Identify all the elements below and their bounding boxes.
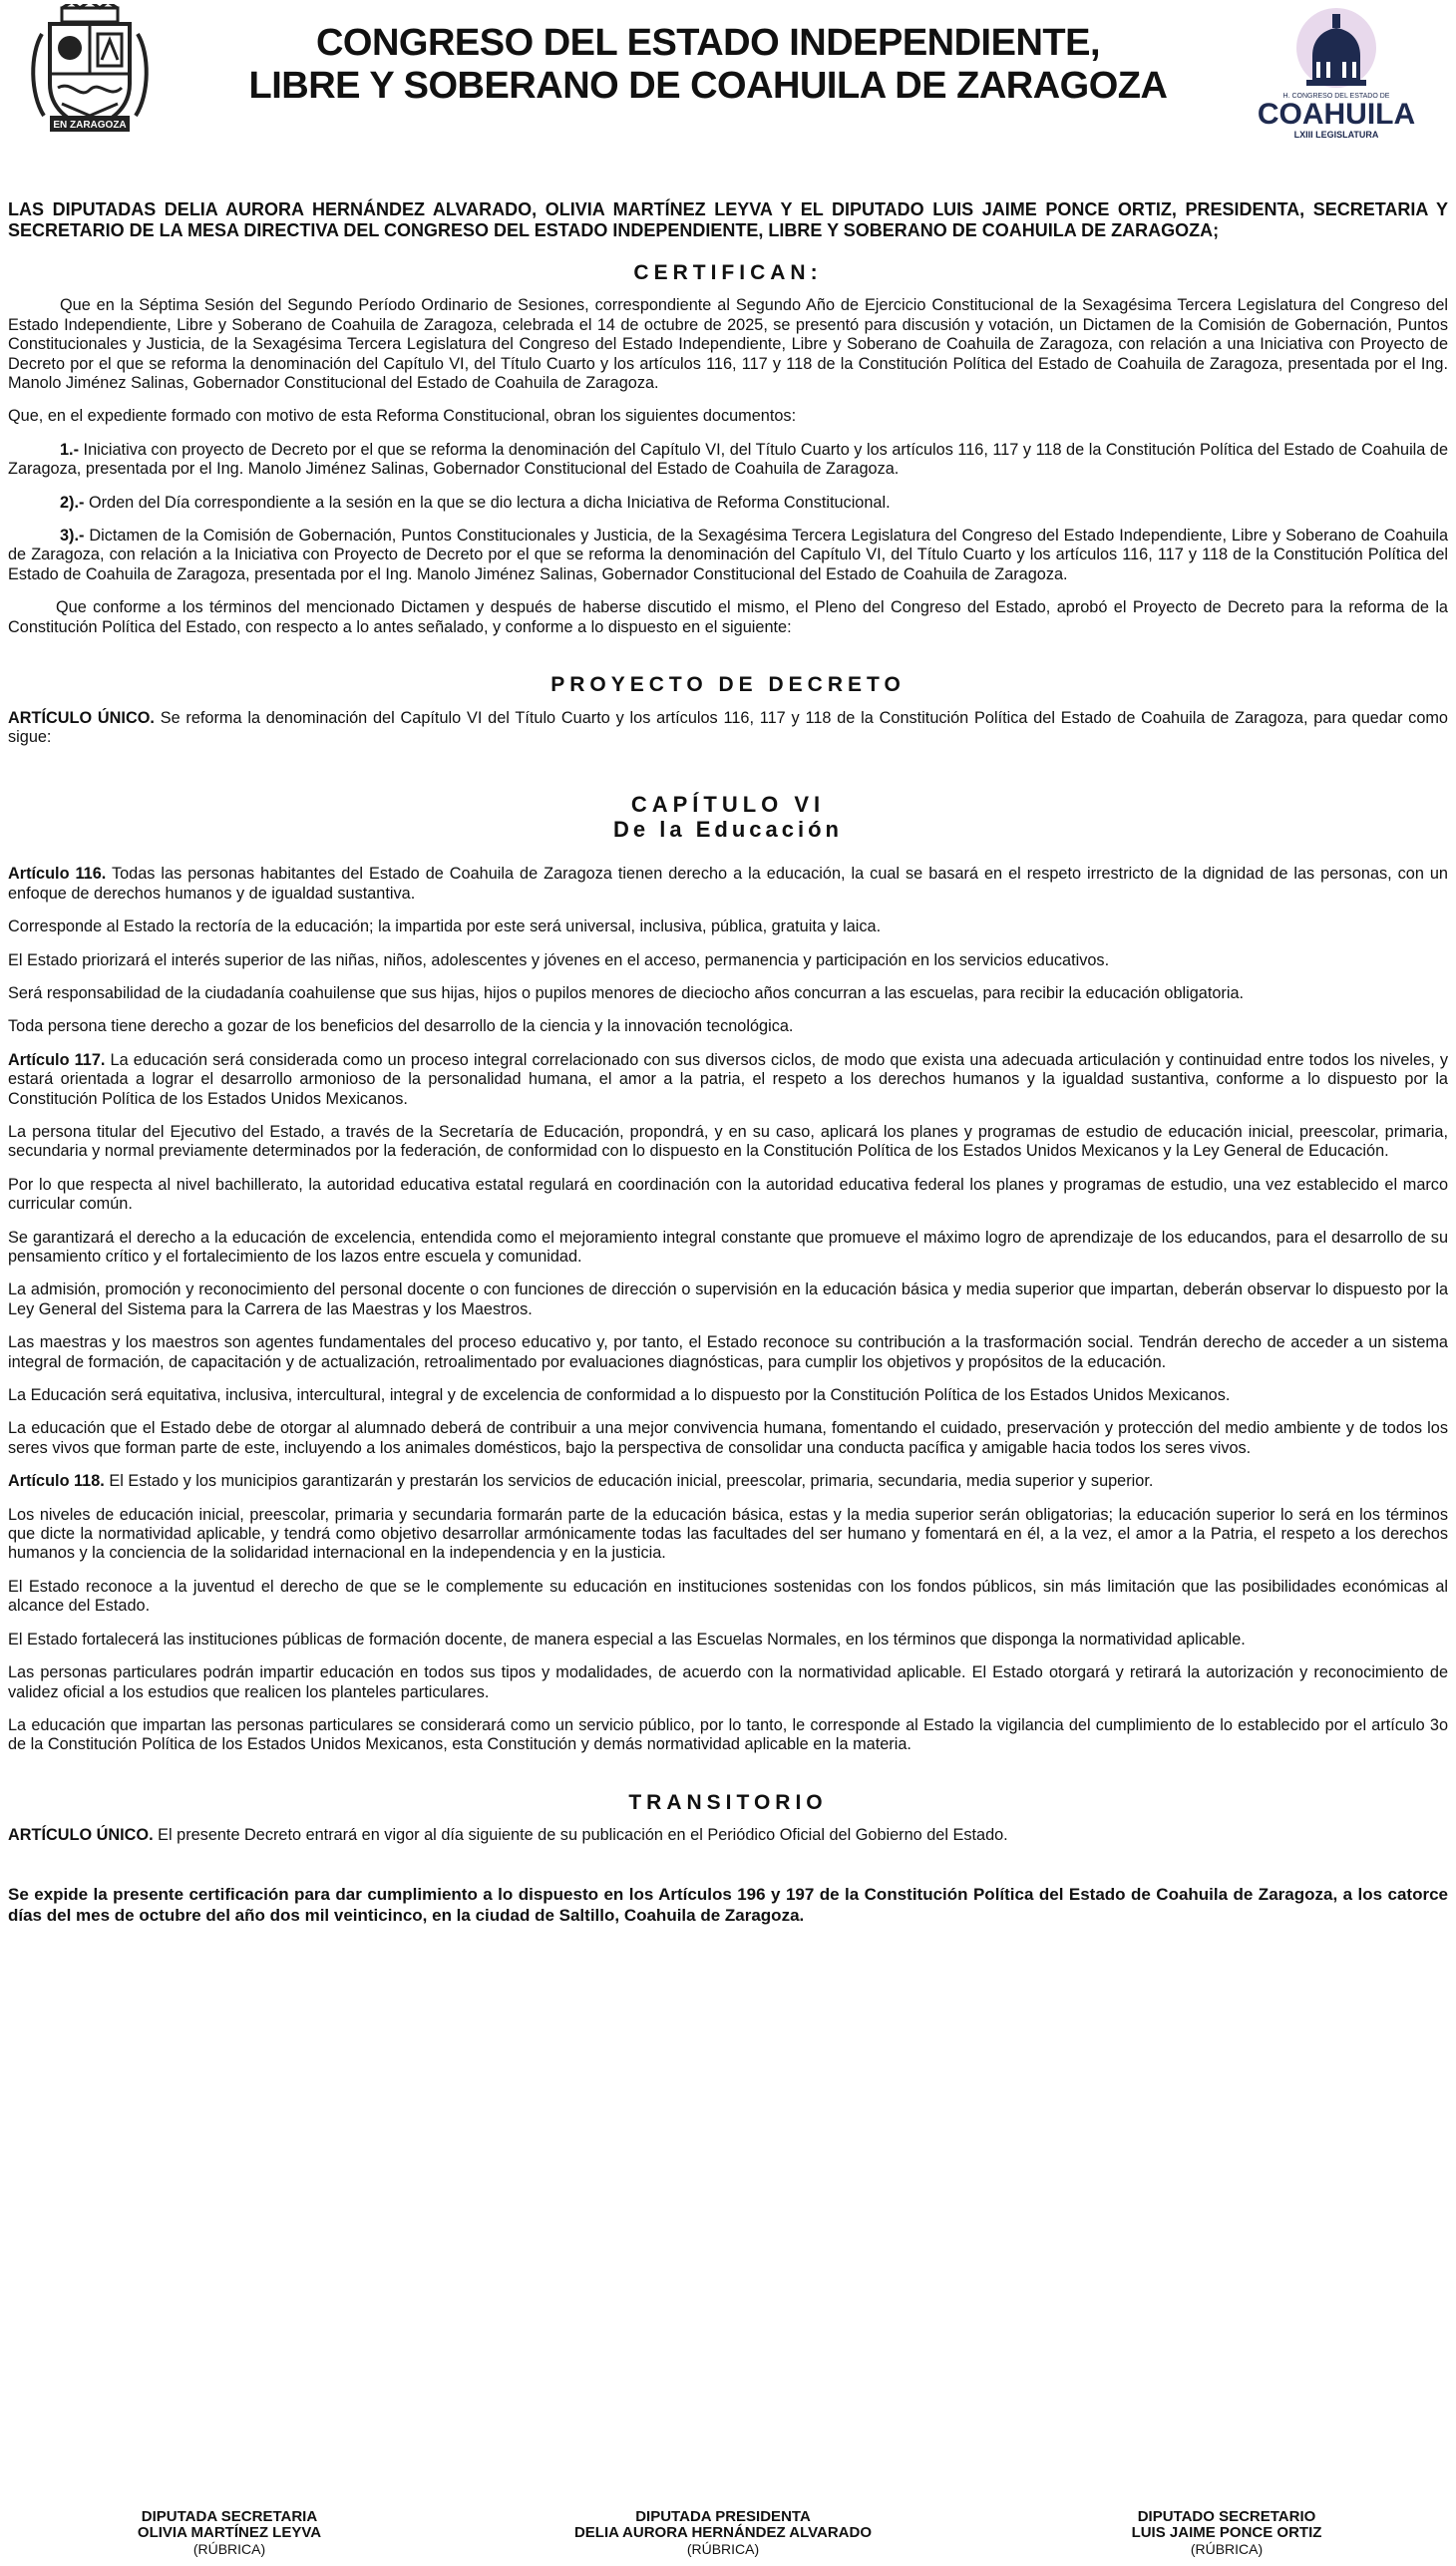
art116-paragraph-4: Será responsabilidad de la ciudadanía coahuilense que sus hijas, hijos o pupilos menores de dieciocho años concurran a las escuelas, para recibir la educación obligatoria. (8, 983, 1245, 1002)
art117-label: Artículo 117. (8, 1050, 106, 1069)
chapter-heading (8, 793, 1448, 843)
signature-presidenta (544, 2509, 903, 2557)
art116-paragraph-5: Toda persona tiene derecho a gozar de los beneficios del desarrollo de la ciencia y la innovación tecnológica. (8, 1017, 794, 1036)
document-item-3-text: Dictamen de la Comisión de Gobernación, Puntos Constitucionales y Justicia, de la Sexagésima Tercera Legislatura del Congreso del Estado Independiente, Libre y Soberano de Coahuila de Zaragoza, con relación a la Iniciativa con Proyecto de Decreto por el que se reforma la denominación del Capítulo VI, del Título Cuarto y los artículos 116, 117 y 118 de la Constitución Política del Estado de Coahuila de Zaragoza, presentada por el Ing. Manolo Jiménez Salinas, Gobernador Constitucional del Estado de Coahuila de Zaragoza. (8, 527, 1448, 583)
articulo-unico-label: ARTÍCULO ÚNICO. (8, 708, 155, 727)
art118-paragraph-5: Las personas particulares podrán impartir educación en todos sus tipos y modalidades, de acuerdo con la normatividad aplicable. El Estado otorgará y retirará la autorización y reconocimiento de validez oficial a los estudios que realicen los planteles particulares. (8, 1663, 1448, 1701)
document-header (0, 0, 1456, 160)
art117-paragraph-4: Se garantizará el derecho a la educación de excelencia, entendida como el mejoramiento integral constante que promueve el máximo logro de aprendizaje de los educandos, para el desarrollo de su pensamiento crítico y el fortalecimiento de los lazos entre escuela y comunidad. (8, 1228, 1448, 1266)
document-item-2-number: 2).- (60, 493, 85, 512)
transitorio-heading: TRANSITORIO (628, 1790, 828, 1814)
document-title (170, 22, 1247, 108)
shield-banner-text: EN ZARAGOZA (53, 120, 127, 131)
document-item-2 (8, 494, 1448, 513)
art116-paragraph-2: Corresponde al Estado la rectoría de la educación; la impartida por este será universal, inclusiva, pública, gratuita y laica. (8, 917, 882, 936)
art118-label: Artículo 118. (8, 1472, 105, 1491)
art118-paragraph-3: El Estado reconoce a la juventud el derecho de que se le complemente su educación en instituciones sostenidas con los fondos públicos, sin más limitación que las posibilidades económicas al alcance del Estado. (8, 1577, 1448, 1616)
art118-text: El Estado y los municipios garantizarán y prestarán los servicios de educación inicial, preescolar, primaria, secundaria, media superior y superior. (104, 1472, 1154, 1491)
art116-paragraph-3: El Estado priorizará el interés superior de las niñas, niños, adolescentes y jóvenes en el acceso, permanencia y participación en los servicios educativos. (8, 950, 1110, 969)
art117-paragraph-7: La Educación será equitativa, inclusiva, intercultural, integral y de excelencia de conformidad a lo dispuesto por la Constitución Política de los Estados Unidos Mexicanos. (8, 1386, 1231, 1405)
intro-paragraph: LAS DIPUTADAS DELIA AURORA HERNÁNDEZ ALVARADO, OLIVIA MARTÍNEZ LEYVA Y EL DIPUTADO LUIS JAIME PONCE ORTIZ, PRESIDENTA, SECRETARIA Y SECRETARIO DE LA MESA DIRECTIVA DEL CONGRESO DEL ESTADO INDEPENDIENTE, LIBRE Y SOBERANO DE COAHUILA DE ZARAGOZA; (8, 199, 1448, 240)
signature-rubrica: (RÚBRICA) (192, 2541, 266, 2557)
art117-paragraph (8, 1051, 1448, 1109)
document-body (8, 199, 1448, 1940)
chapter-title: CAPÍTULO VI (630, 792, 826, 818)
articulo-unico-paragraph (8, 709, 1448, 748)
art117-paragraph-3: Por lo que respecta al nivel bachillerato, la autoridad educativa estatal regulará en coordinación con la autoridad educativa federal los planes y programas de estudio, una vez establecido el marco curricular común. (8, 1175, 1448, 1214)
signature-role: DIPUTADA SECRETARIA (141, 2508, 318, 2525)
title-line-2: LIBRE Y SOBERANO DE COAHUILA DE ZARAGOZA (248, 65, 1168, 107)
signature-secretario (1097, 2509, 1356, 2557)
art116-label: Artículo 116. (8, 865, 107, 884)
art116-text: Todas las personas habitantes del Estado de Coahuila de Zaragoza tienen derecho a la educación, la cual se basará en el respeto irrestricto de la dignidad de las personas, con un enfoque de derechos humanos y de igualdad sustantiva. (8, 865, 1448, 903)
transitorio-text: El presente Decreto entrará en vigor al día siguiente de su publicación en el Periódico Oficial del Gobierno del Estado. (153, 1826, 1008, 1845)
signature-name: OLIVIA MARTÍNEZ LEYVA (137, 2524, 322, 2541)
art118-paragraph-2: Los niveles de educación inicial, preescolar, primaria y secundaria formarán parte de la educación básica, estas y la media superior serán obligatorias; la educación superior lo será en los términos que dicte la normatividad aplicable, y tendrá como objetivo desarrollar armónicamente todas las facultades del ser humano y fomentará en él, a la vez, el amor a la Patria, el respeto a los derechos humanos y la conciencia de la solidaridad internacional en la independencia y en la justicia. (8, 1505, 1448, 1563)
logo-name-text: COAHUILA (1257, 98, 1416, 131)
signature-role: DIPUTADO SECRETARIO (1137, 2508, 1316, 2525)
closing-paragraph: Se expide la presente certificación para dar cumplimiento a lo dispuesto en los Artículos 196 y 197 de la Constitución Política del Estado de Coahuila de Zaragoza, a los catorce días del mes de octubre del año dos mil veinticinco, en la ciudad de Saltillo, Coahuila de Zaragoza. (8, 1884, 1448, 1925)
art117-paragraph-8: La educación que el Estado debe de otorgar al alumnado deberá de contribuir a una mejor convivencia humana, fomentando el cuidado, preservación y protección del medio ambiente y de todos los seres vivos que forman parte de este, incluyendo a los animales domésticos, bajo la perspectiva de consolidar una conducta pacífica y amigable hacia todos los seres vivos. (8, 1419, 1448, 1457)
signature-block (0, 2509, 1456, 2559)
title-line-1: CONGRESO DEL ESTADO INDEPENDIENTE, (315, 22, 1101, 64)
congress-dome-icon (1257, 2, 1416, 152)
art117-paragraph-6: Las maestras y los maestros son agentes fundamentales del proceso educativo y, por tanto, el Estado reconoce su contribución a la trasformación social. Tendrán derecho de acceder a un sistema integral de formación, de capacitación y de actualización, retroalimentado por evaluaciones diagnósticas, para cumplir los objetivos y propósitos de la educación. (8, 1333, 1448, 1371)
logo-top-text: H. CONGRESO DEL ESTADO DE (1282, 93, 1390, 100)
articulo-unico-text: Se reforma la denominación del Capítulo VI del Título Cuarto y los artículos 116, 117 y 118 de la Constitución Política del Estado de Coahuila de Zaragoza, para quedar como sigue: (8, 708, 1448, 746)
art117-paragraph-5: La admisión, promoción y reconocimiento del personal docente o con funciones de dirección o supervisión en la educación básica y media superior que impartan, deberán observar lo dispuesto por la Ley General del Sistema para la Carrera de las Maestras y los Maestros. (8, 1281, 1448, 1318)
chapter-subtitle: De la Educación (613, 817, 843, 843)
signature-rubrica: (RÚBRICA) (686, 2541, 760, 2557)
document-item-2-text: Orden del Día correspondiente a la sesión en la que se dio lectura a dicha Iniciativa de Reforma Constitucional. (84, 493, 891, 512)
signature-rubrica: (RÚBRICA) (1190, 2541, 1264, 2557)
certifican-paragraph: Que en la Séptima Sesión del Segundo Período Ordinario de Sesiones, correspondiente al Segundo Año de Ejercicio Constitucional de la Sexagésima Tercera Legislatura del Congreso del Estado Independiente, Libre y Soberano de Coahuila de Zaragoza, celebrada el 14 de octubre de 2025, se presentó para discusión y votación, un Dictamen de la Comisión de Gobernación, Puntos Constitucionales y Justicia, de la Sexagésima Tercera Legislatura del Congreso del Estado Independiente, Libre y Soberano de Coahuila de Zaragoza, con relación a una Iniciativa con Proyecto de Decreto por el que se reforma la denominación del Capítulo VI, del Título Cuarto y los artículos 116, 117 y 118 de la Constitución Política del Estado de Coahuila de Zaragoza, presentada por el Ing. Manolo Jiménez Salinas, Gobernador Constitucional del Estado de Coahuila de Zaragoza. (8, 296, 1448, 393)
signature-name: DELIA AURORA HERNÁNDEZ ALVARADO (573, 2524, 873, 2541)
signature-role: DIPUTADA PRESIDENTA (635, 2508, 811, 2525)
art118-paragraph-4: El Estado fortalecerá las instituciones públicas de formación docente, de manera especial a las Escuelas Normales, en los términos que disponga la normatividad aplicable. (8, 1630, 1246, 1649)
signature-name: LUIS JAIME PONCE ORTIZ (1131, 2524, 1322, 2541)
document-item-3 (8, 527, 1448, 584)
transitorio-label: ARTÍCULO ÚNICO. (8, 1826, 154, 1845)
documents-intro: Que, en el expediente formado con motivo de esta Reforma Constitucional, obran los siguientes documentos: (8, 407, 797, 426)
logo-sub-text: LXIII LEGISLATURA (1293, 130, 1379, 140)
document-item-1 (8, 441, 1448, 480)
document-item-1-number: 1.- (60, 440, 80, 459)
signature-secretaria (100, 2509, 359, 2557)
art117-text: La educación será considerada como un proceso integral correlacionado con sus diversos ciclos, de modo que exista una adecuada articulación y continuidad entre todos los niveles, y estará orientada a lograr el desarrollo armonioso de la personalidad humana, el amor a la patria, el respeto a los derechos humanos y la igualdad sustantiva, conforme a lo dispuesto por la Constitución Política de los Estados Unidos Mexicanos. (8, 1050, 1448, 1108)
art117-paragraph-2: La persona titular del Ejecutivo del Estado, a través de la Secretaría de Educación, propondrá, y en su caso, aplicará los planes y programas de estudio de educación inicial, preescolar, primaria, secundaria y normal previamente determinados por la federación, de conformidad con lo dispuesto en la Constitución Política de los Estados Unidos Mexicanos y la Ley General de Educación. (8, 1122, 1448, 1161)
coahuila-shield-icon (28, 4, 152, 136)
art118-paragraph (8, 1472, 1448, 1491)
document-item-3-number: 3).- (60, 527, 85, 546)
transitorio-paragraph (8, 1826, 1448, 1845)
certifican-heading: CERTIFICAN: (633, 261, 823, 284)
art116-paragraph (8, 865, 1448, 904)
proyecto-heading: PROYECTO DE DECRETO (550, 673, 906, 697)
conforme-paragraph: Que conforme a los términos del mencionado Dictamen y después de haberse discutido el mismo, el Pleno del Congreso del Estado, aprobó el Proyecto de Decreto para la reforma de la Constitución Política del Estado, con respecto a lo antes señalado, y conforme a lo dispuesto en el siguiente: (8, 598, 1448, 636)
document-item-1-text: Iniciativa con proyecto de Decreto por el que se reforma la denominación del Capítulo VI, del Título Cuarto y los artículos 116, 117 y 118 de la Constitución Política del Estado de Coahuila de Zaragoza, presentada por el Ing. Manolo Jiménez Salinas, Gobernador Constitucional del Estado de Coahuila de Zaragoza. (8, 440, 1448, 479)
art118-paragraph-6: La educación que impartan las personas particulares se considerará como un servicio público, por lo tanto, le corresponde al Estado la vigilancia del cumplimiento de lo establecido por el artículo 3o de la Constitución Política de los Estados Unidos Mexicanos, esta Constitución y demás normatividad aplicable en la materia. (8, 1715, 1448, 1754)
